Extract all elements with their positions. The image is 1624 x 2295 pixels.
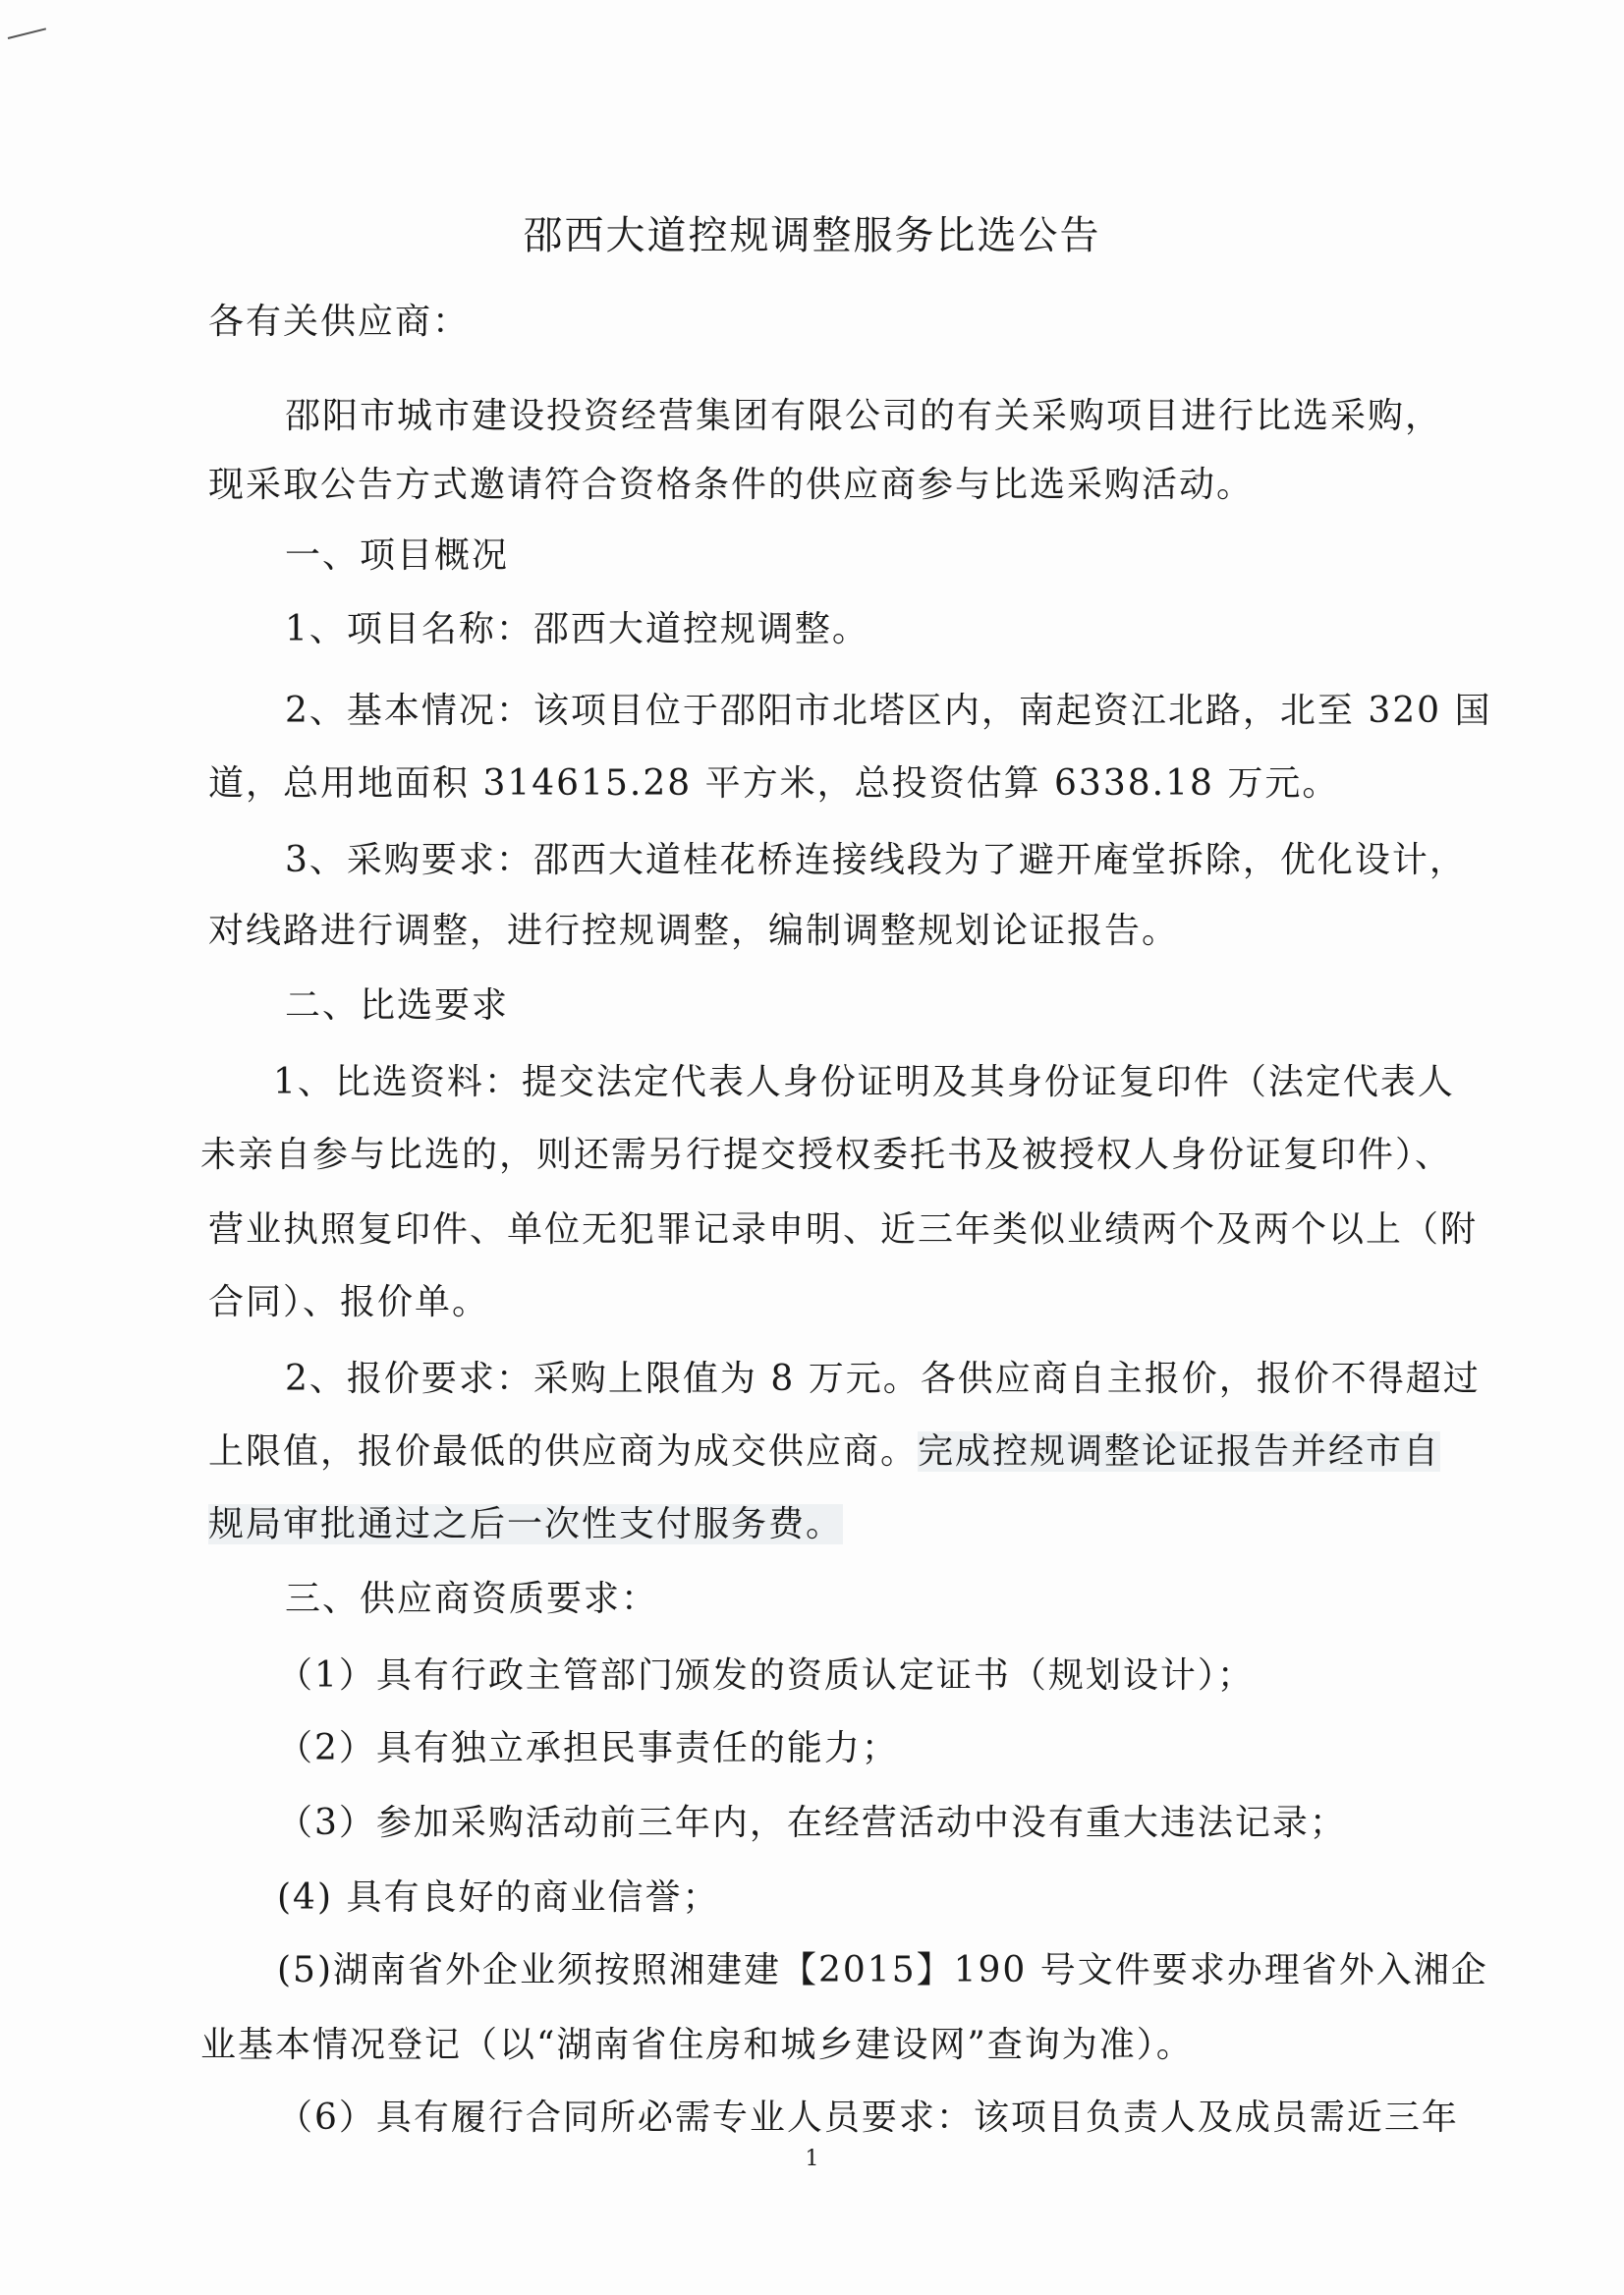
section-2-item-2-line-2-start: 上限值，报价最低的供应商为成交供应商。 <box>208 1431 919 1472</box>
section-2-item-1-line-4: 合同）、报价单。 <box>208 1282 490 1322</box>
section-3-requirement-3: （3）参加采购活动前三年内，在经营活动中没有重大违法记录； <box>277 1803 1347 1843</box>
section-2-item-1-line-3: 营业执照复印件、单位无犯罪记录申明、近三年类似业绩两个及两个以上（附 <box>208 1209 1479 1250</box>
section-3-requirement-1: （1）具有行政主管部门颁发的资质认定证书（规划设计）； <box>277 1655 1255 1696</box>
section-2-item-2-line-1: 2、报价要求：采购上限值为 8 万元。各供应商自主报价，报价不得超过 <box>285 1359 1481 1399</box>
section-2-item-1-line-1: 1、比选资料：提交法定代表人身份证明及其身份证复印件（法定代表人 <box>273 1062 1455 1102</box>
section-3-requirement-2: （2）具有独立承担民事责任的能力； <box>277 1728 899 1768</box>
section-3-requirement-4: (4) 具有良好的商业信誉； <box>277 1877 720 1918</box>
page-number: 1 <box>805 2147 819 2171</box>
section-3-heading: 三、供应商资质要求： <box>285 1579 659 1619</box>
section-1-item-2-line-1: 2、基本情况：该项目位于邵阳市北塔区内，南起资江北路，北至 320 国 <box>285 691 1492 731</box>
section-1-item-3-line-2: 对线路进行调整，进行控规调整，编制调整规划论证报告。 <box>208 911 1180 951</box>
salutation: 各有关供应商： <box>208 302 471 342</box>
section-2-item-2-line-2-highlight: 完成控规调整论证报告并经市自 <box>918 1431 1441 1472</box>
intro-line-1: 邵阳市城市建设投资经营集团有限公司的有关采购项目进行比选采购， <box>285 396 1443 436</box>
section-2-item-1-line-2: 未亲自参与比选的，则还需另行提交授权委托书及被授权人身份证复印件）、 <box>200 1135 1453 1175</box>
section-1-heading: 一、项目概况 <box>285 535 510 576</box>
section-1-item-1: 1、项目名称：邵西大道控规调整。 <box>285 609 869 649</box>
section-1-item-3-line-1: 3、采购要求：邵西大道桂花桥连接线段为了避开庵堂拆除，优化设计， <box>285 840 1467 880</box>
section-3-requirement-5-line-2: 业基本情况登记（以“湖南省住房和城乡建设网”查询为准）。 <box>200 2025 1194 2065</box>
section-2-item-2-line-3-highlight: 规局审批通过之后一次性支付服务费。 <box>208 1504 844 1544</box>
document-title: 邵西大道控规调整服务比选公告 <box>523 213 1101 258</box>
section-3-requirement-5-line-1: (5)湖南省外企业须按照湘建建【2015】190 号文件要求办理省外入湘企 <box>277 1950 1488 1990</box>
scan-mark <box>8 28 46 39</box>
section-1-item-2-line-2: 道，总用地面积 314615.28 平方米，总投资估算 6338.18 万元。 <box>208 763 1340 804</box>
section-2-item-2-line-2 <box>208 1427 1440 1478</box>
intro-line-2: 现采取公告方式邀请符合资格条件的供应商参与比选采购活动。 <box>208 465 1255 505</box>
section-2-heading: 二、比选要求 <box>285 985 510 1026</box>
section-3-requirement-6: （6）具有履行合同所必需专业人员要求：该项目负责人及成员需近三年 <box>277 2098 1459 2138</box>
section-2-item-2-line-3 <box>208 1499 843 1550</box>
